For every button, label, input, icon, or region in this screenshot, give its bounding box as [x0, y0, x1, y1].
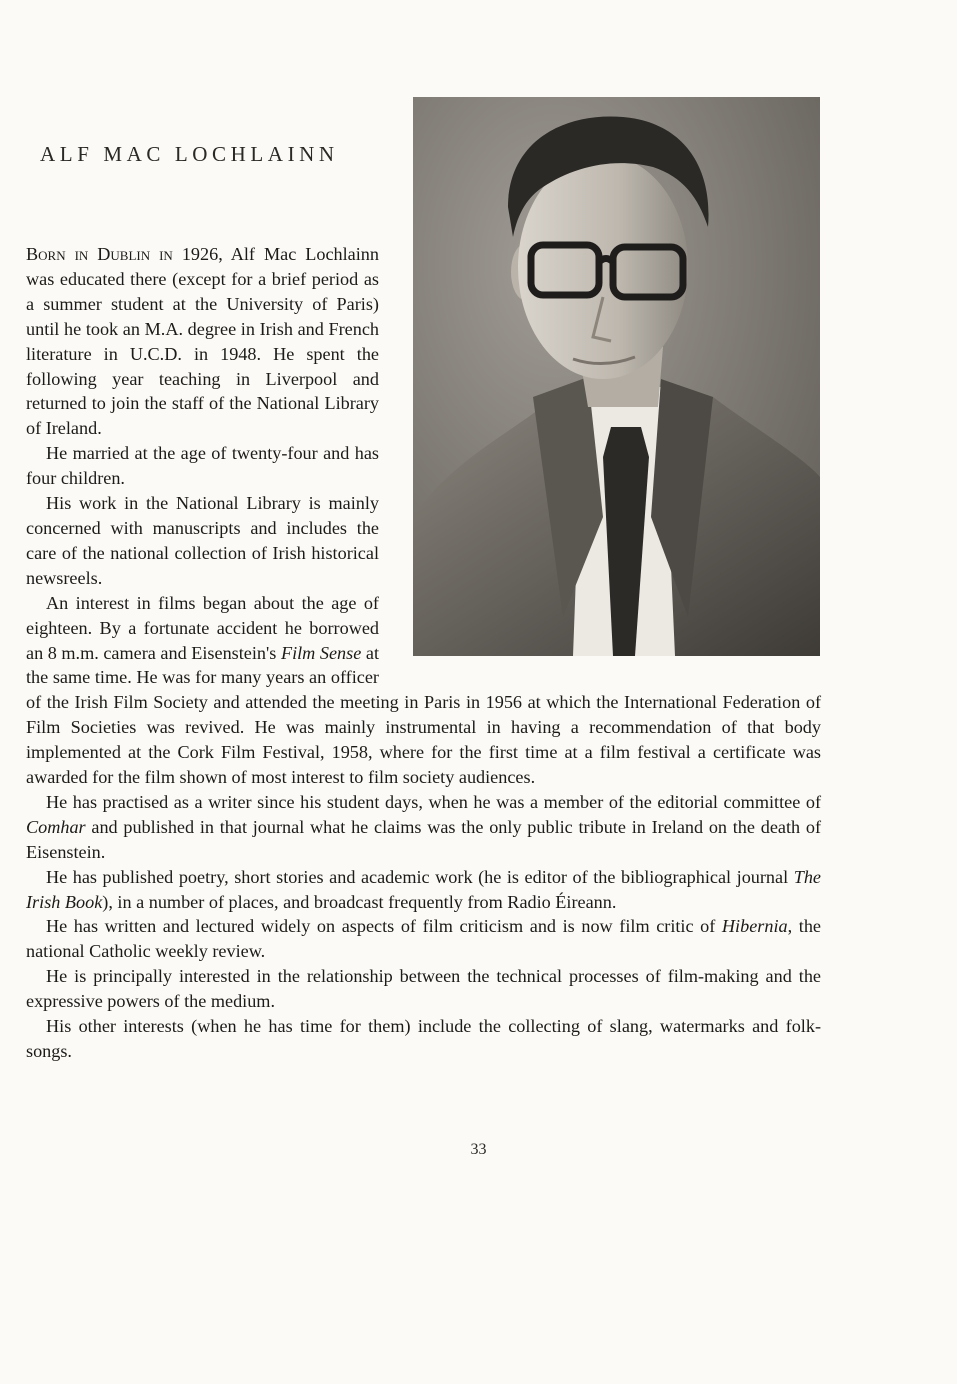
paragraph-publications [26, 865, 821, 915]
paragraph-writing-text-b: and published in that journal what he claims was the only public tribute in Ireland on the death of Eisenstein. [26, 816, 821, 862]
journal-title-irish-book: The Irish Book [26, 866, 821, 912]
paragraph-writing [26, 790, 821, 865]
book-title-film-sense: Film Sense [280, 642, 362, 663]
paragraph-criticism-text-a: He has written and lectured widely on aspects of film criticism and is now film critic of [46, 916, 722, 937]
paragraph-library-work: His work in the National Library is mainly concerned with manuscripts and includes the care of the national collection of Irish historical newsreels. [26, 493, 379, 588]
photo-text-wrap-spacer [379, 242, 821, 680]
dropcap-phrase: Born in Dublin in [26, 244, 173, 264]
paragraph-birth-education-text: 1926, Alf Mac Lochlainn was educated there (except for a brief period as a summer student at the University of Paris) until he took an M.A. degree in Irish and French literature in U.C.D. in 1948. He spent the following year teaching in Liverpool and returned to join the staff of the National Library of Ireland. [26, 244, 379, 439]
paragraph-writing-text-a: He has practised as a writer since his student days, when he was a member of the editorial committee of [46, 791, 821, 812]
author-name-heading: ALF MAC LOCHLAINN [40, 142, 339, 166]
paragraph-film-interest-text-a: An interest in films began about the age of eighteen. By a fortunate accident he borrowed an 8 m.m. camera and Eisenstein's [26, 592, 379, 663]
paragraph-criticism [26, 914, 821, 964]
paragraph-criticism-text-b: , the national Catholic weekly review. [26, 916, 821, 962]
biography-text [26, 242, 821, 1064]
page-number: 33 [470, 1141, 487, 1158]
paragraph-publications-text-b: ), in a number of places, and broadcast frequently from Radio Éireann. [102, 891, 617, 912]
journal-title-comhar: Comhar [26, 816, 86, 837]
paragraph-film-interest-text-b: at the same time. He was for many years an officer of the Irish Film Society and attended the meeting in Paris in 1956 at which the International Federation of Film Societies was revived. He was mainly instrumental in having a recommendation of that body implemented at the Cork Film Festival, 1958, where for the first time at a film festival a certificate was awarded for the film shown of most interest to film society audiences. [26, 642, 821, 788]
paragraph-publications-text-a: He has published poetry, short stories and academic work (he is editor of the bibliographical journal [46, 866, 794, 887]
paragraph-principal-interest: He is principally interested in the relationship between the technical processes of film-making and the expressive powers of the medium. [26, 966, 821, 1012]
paragraph-family: He married at the age of twenty-four and has four children. [26, 443, 379, 489]
review-title-hibernia: Hibernia [721, 916, 788, 937]
paragraph-other-interests: His other interests (when he has time for them) include the collecting of slang, watermarks and folk-songs. [26, 1016, 821, 1061]
